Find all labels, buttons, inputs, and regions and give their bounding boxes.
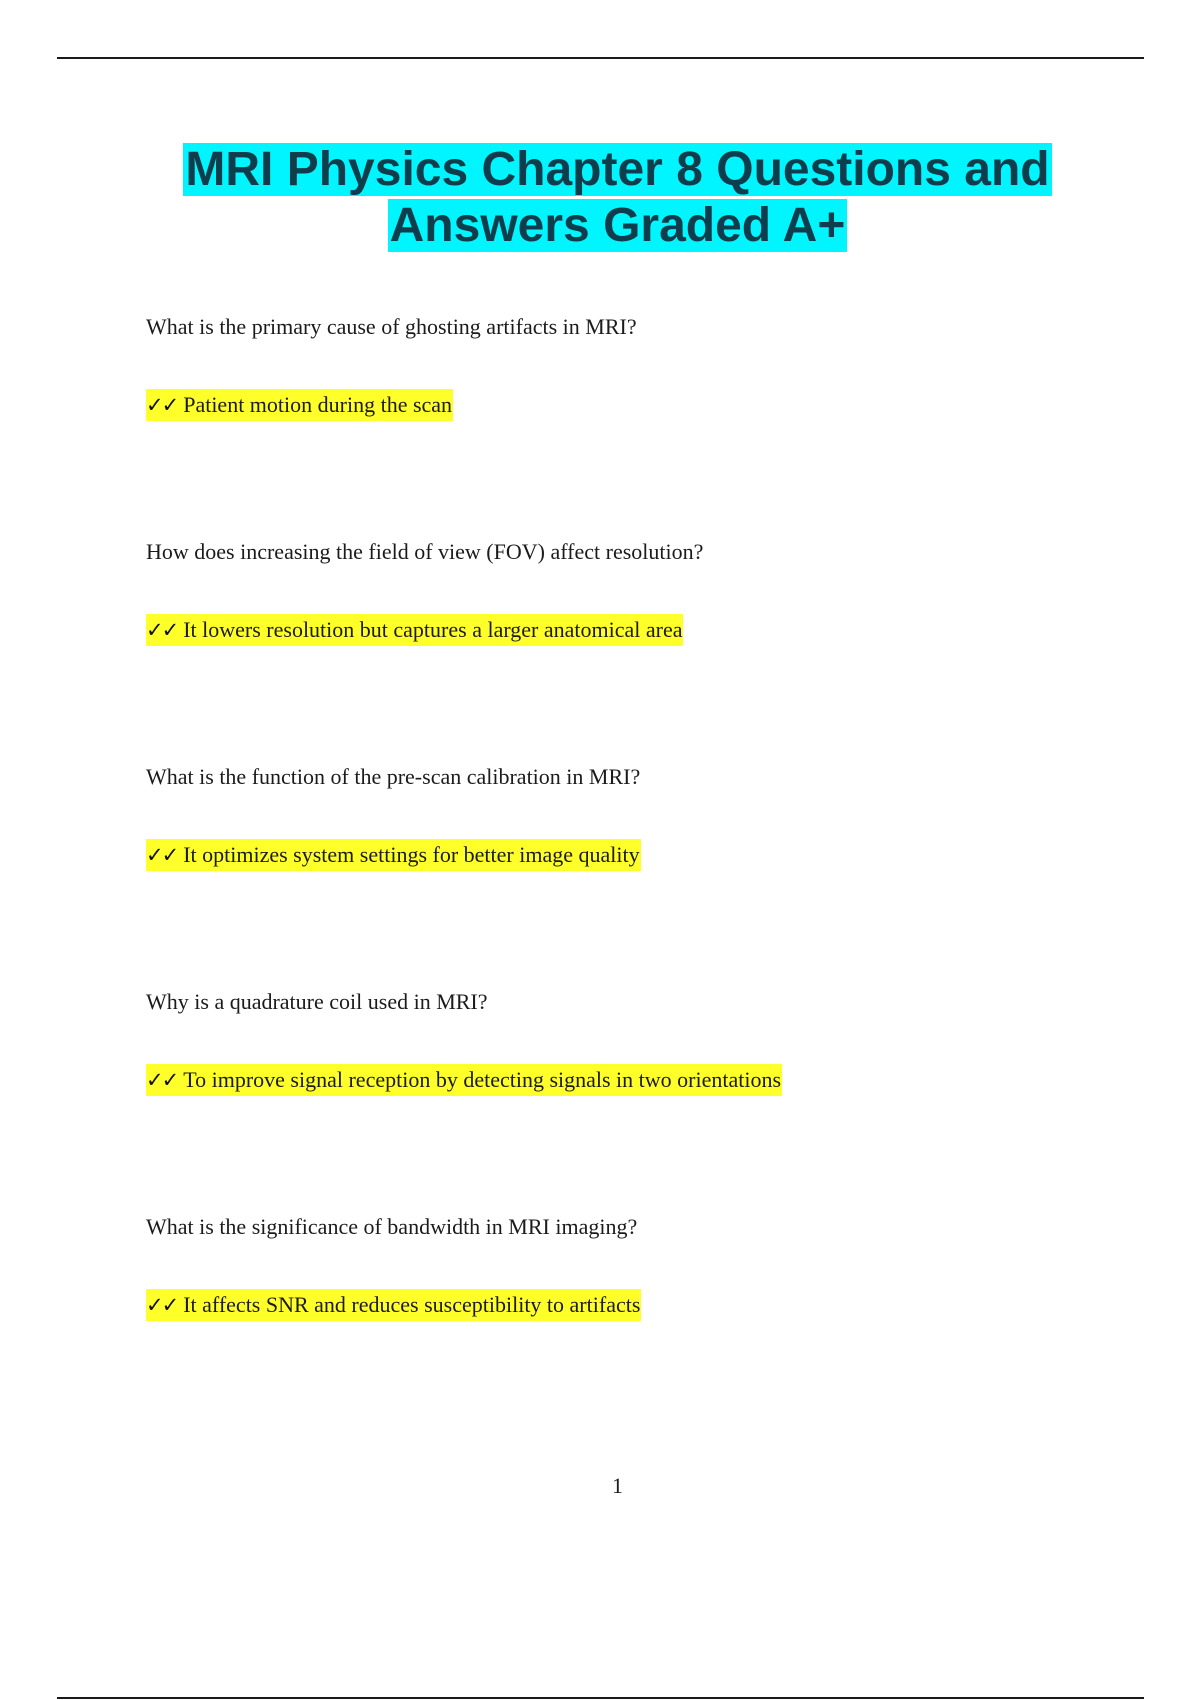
- answer-text: It affects SNR and reduces susceptibility to artifacts: [183, 1292, 641, 1317]
- question-text: What is the function of the pre-scan calibration in MRI?: [146, 764, 641, 789]
- question-text: Why is a quadrature coil used in MRI?: [146, 989, 488, 1014]
- answer-text: To improve signal reception by detecting signals in two orientations: [183, 1067, 782, 1092]
- answer-text: Patient motion during the scan: [183, 392, 453, 417]
- page-number: 1: [612, 1473, 623, 1498]
- answer-text: It optimizes system settings for better image quality: [183, 842, 640, 867]
- answer-highlight: [146, 1064, 782, 1096]
- answer-text: It lowers resolution but captures a larger anatomical area: [183, 617, 683, 642]
- question-text: How does increasing the field of view (FOV) affect resolution?: [146, 539, 704, 564]
- footer-rule: [57, 1697, 1144, 1699]
- answer-highlight: [146, 839, 641, 871]
- double-check-icon: ✓✓: [146, 618, 178, 642]
- title-line-1: MRI Physics Chapter 8 Questions and: [185, 143, 1050, 196]
- double-check-icon: ✓✓: [146, 1293, 178, 1317]
- document-title: [100, 142, 1135, 254]
- double-check-icon: ✓✓: [146, 843, 178, 867]
- title-line-2: Answers Graded A+: [389, 199, 846, 252]
- answer-highlight: [146, 389, 453, 421]
- question-text: What is the significance of bandwidth in MRI imaging?: [146, 1214, 638, 1239]
- answer-highlight: [146, 1289, 641, 1321]
- double-check-icon: ✓✓: [146, 1068, 178, 1092]
- answer-highlight: [146, 614, 683, 646]
- double-check-icon: ✓✓: [146, 393, 178, 417]
- question-text: What is the primary cause of ghosting artifacts in MRI?: [146, 314, 637, 339]
- header-rule: [57, 57, 1144, 59]
